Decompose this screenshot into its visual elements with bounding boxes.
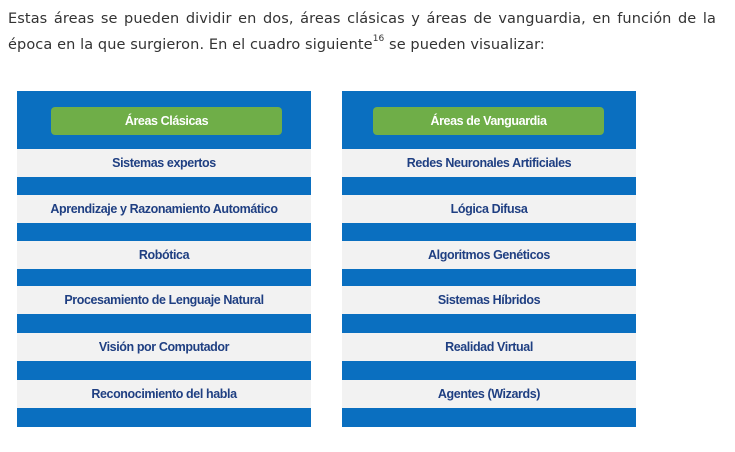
vanguard-area-item: Realidad Virtual <box>342 333 636 361</box>
intro-paragraph <box>8 6 716 58</box>
intro-text-end: se pueden visualizar: <box>384 37 545 53</box>
vanguard-area-item: Algoritmos Genéticos <box>342 241 636 269</box>
classic-area-item: Robótica <box>17 241 311 269</box>
classic-area-item: Visión por Computador <box>17 333 311 361</box>
vanguard-area-item: Lógica Difusa <box>342 195 636 223</box>
classic-area-item: Sistemas expertos <box>17 149 311 177</box>
classic-areas-title: Áreas Clásicas <box>51 107 282 135</box>
vanguard-area-item: Redes Neuronales Artificiales <box>342 149 636 177</box>
classic-area-item: Aprendizaje y Razonamiento Automático <box>17 195 311 223</box>
vanguard-area-item: Agentes (Wizards) <box>342 380 636 408</box>
footnote-marker: 16 <box>372 34 385 45</box>
classic-areas-panel <box>17 91 311 427</box>
vanguard-area-item: Sistemas Híbridos <box>342 286 636 314</box>
classic-areas-header <box>17 91 311 149</box>
classic-area-item: Procesamiento de Lenguaje Natural <box>17 286 311 314</box>
intro-text: Estas áreas se pueden dividir en dos, áreas clásicas y áreas de vanguardia, en función de la época en la que surgieron. En el cuadro siguiente <box>8 11 716 53</box>
classic-area-item: Reconocimiento del habla <box>17 380 311 408</box>
vanguard-areas-header <box>342 91 636 149</box>
vanguard-areas-panel <box>342 91 636 427</box>
vanguard-areas-title: Áreas de Vanguardia <box>373 107 604 135</box>
